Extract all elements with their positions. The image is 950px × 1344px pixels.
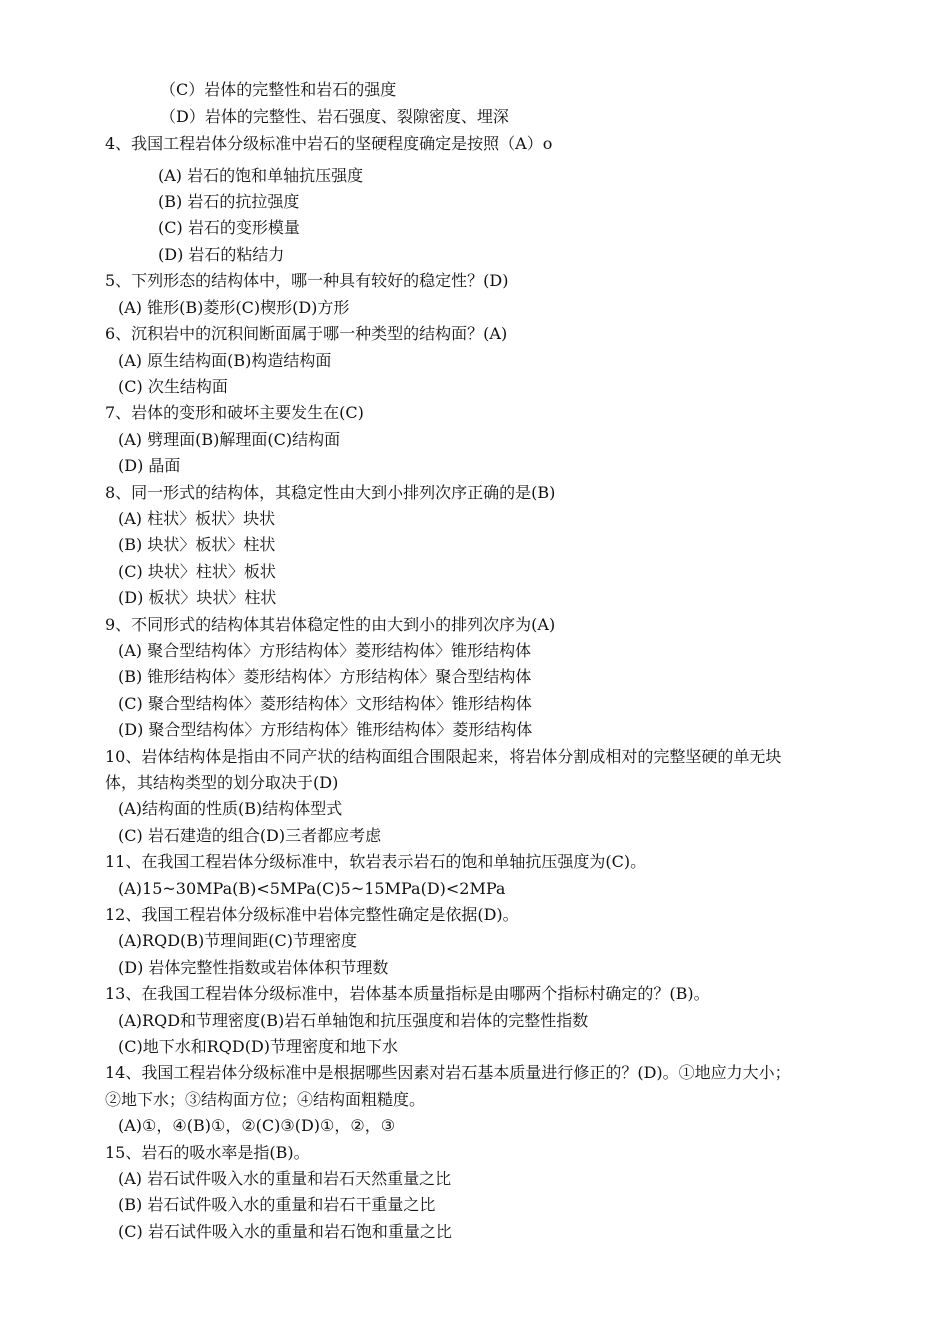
option-line: (A)结构面的性质(B)结构体型式 [118,799,343,818]
option-line: (A)RQD(B)节理间距(C)节理密度 [118,931,358,950]
option-line: (A) 岩石试件吸入水的重量和岩石天然重量之比 [118,1169,452,1188]
question-line: 11、在我国工程岩体分级标准中，软岩表示岩石的饱和单轴抗压强度为(C)。 [105,852,647,871]
question-line: 9、不同形式的结构体其岩体稳定性的由大到小的排列次序为(A) [105,615,556,634]
option-line: (D) 晶面 [118,456,181,475]
option-line: (A) 原生结构面(B)构造结构面 [118,351,332,370]
option-line: (C) 块状〉柱状〉板状 [118,562,276,581]
option-line: (B) 岩石的抗拉强度 [158,192,300,211]
question-line: 14、我国工程岩体分级标准中是根据哪些因素对岩石基本质量进行修正的？(D)。①地应力大小； [105,1063,791,1082]
option-line: (C) 聚合型结构体〉菱形结构体〉文形结构体〉锥形结构体 [118,694,532,713]
option-line: （D）岩体的完整性、岩石强度、裂隙密度、埋深 [160,107,509,126]
question-line: 5、下列形态的结构体中，哪一种具有较好的稳定性？(D) [105,271,509,290]
question-line: 6、沉积岩中的沉积间断面属于哪一种类型的结构面？(A) [105,324,508,343]
option-line: (A) 柱状〉板状〉块状 [118,509,276,528]
question-line: 12、我国工程岩体分级标准中岩体完整性确定是依据(D)。 [105,905,519,924]
option-line: （C）岩体的完整性和岩石的强度 [160,80,397,99]
option-line: (A)RQD和节理密度(B)岩石单轴饱和抗压强度和岩体的完整性指数 [118,1011,589,1030]
option-line: (B) 锥形结构体〉菱形结构体〉方形结构体〉聚合型结构体 [118,667,532,686]
option-line: (C)地下水和RQD(D)节理密度和地下水 [118,1037,399,1056]
question-line: 10、岩体结构体是指由不同产状的结构面组合围限起来，将岩体分割成相对的完整坚硬的单无块 [105,747,782,766]
question-line: 13、在我国工程岩体分级标准中，岩体基本质量指标是由哪两个指标村确定的？(B)。 [105,984,710,1003]
question-line-continued: 体，其结构类型的划分取决于(D) [105,773,339,792]
option-line: (A) 聚合型结构体〉方形结构体〉菱形结构体〉锥形结构体 [118,641,532,660]
option-line: (C) 岩石的变形模量 [158,218,300,237]
option-line: (A)①，④(B)①，②(C)③(D)①，②，③ [118,1116,396,1135]
option-line: (B) 块状〉板状〉柱状 [118,535,276,554]
option-line: (A)15~30MPa(B)<5MPa(C)5~15MPa(D)<2MPa [118,879,506,898]
option-line: (A) 锥形(B)菱形(C)楔形(D)方形 [118,298,350,317]
question-line: 4、我国工程岩体分级标准中岩石的坚硬程度确定是按照（A）o [105,134,553,153]
question-line: 7、岩体的变形和破坏主要发生在(C) [105,403,364,422]
option-line: (C) 次生结构面 [118,377,228,396]
question-line: 8、同一形式的结构体，其稳定性由大到小排列次序正确的是(B) [105,483,556,502]
option-line: (C) 岩石试件吸入水的重量和岩石饱和重量之比 [118,1222,452,1241]
option-line: (A) 劈理面(B)解理面(C)结构面 [118,430,341,449]
option-line: (D) 板状〉块状〉柱状 [118,588,277,607]
question-line: 15、岩石的吸水率是指(B)。 [105,1143,310,1162]
question-line-continued: ②地下水；③结构面方位；④结构面粗糙度。 [105,1090,426,1109]
option-line: (D) 岩石的粘结力 [158,245,285,264]
option-line: (D) 岩体完整性指数或岩体体积节理数 [118,958,389,977]
option-line: (A) 岩石的饱和单轴抗压强度 [158,166,364,185]
option-line: (D) 聚合型结构体〉方形结构体〉锥形结构体〉菱形结构体 [118,720,533,739]
option-line: (B) 岩石试件吸入水的重量和岩石干重量之比 [118,1195,436,1214]
option-line: (C) 岩石建造的组合(D)三者都应考虑 [118,826,382,845]
